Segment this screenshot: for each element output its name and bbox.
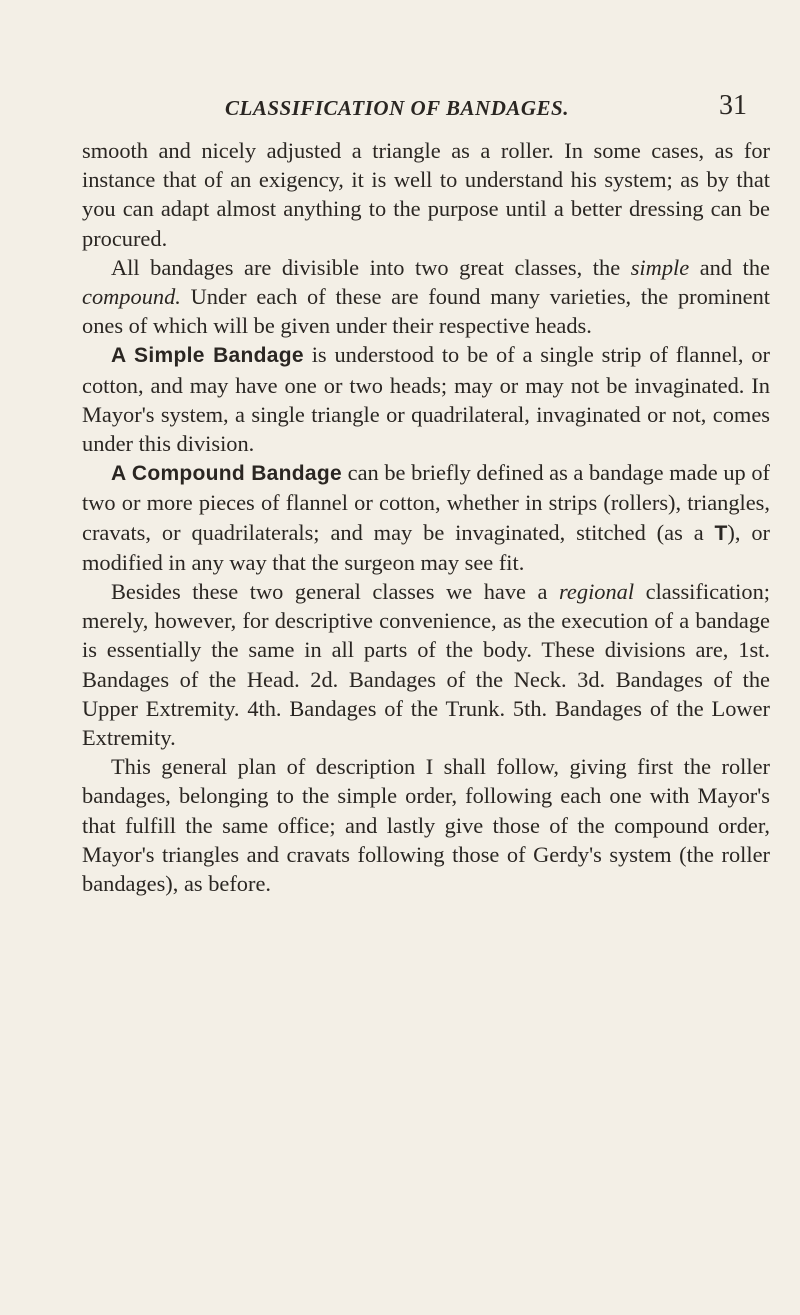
emphasis-regional: regional xyxy=(559,579,635,605)
paragraph-text: can be briefly defined as a bandage made up of two or more pieces of flannel or cotton, whether in strips (rollers), triangles, cravats, or quadrilaterals; and may be invaginated, stitched (as a xyxy=(82,460,770,545)
paragraph-compound-bandage xyxy=(82,458,770,577)
paragraph-text: Besides these two general classes we have a xyxy=(111,579,560,605)
paragraph-text: ), or modified in any way that the surgeon may see fit. xyxy=(82,519,770,575)
page-number: 31 xyxy=(719,90,747,121)
paragraph-text: and the xyxy=(689,254,770,280)
paragraph-text: Under each of these are found many varieties, the prominent ones of which will be given under their respective heads. xyxy=(82,284,770,339)
paragraph-general-plan xyxy=(82,752,770,898)
paragraph-text: All bandages are divisible into two great classes, the xyxy=(111,254,631,280)
emphasis-compound: compound. xyxy=(82,284,181,310)
paragraph-simple-bandage xyxy=(82,340,770,458)
emphasis-simple: simple xyxy=(630,254,690,280)
term-compound-bandage: A Compound Bandage xyxy=(111,462,342,486)
t-bandage-symbol: T xyxy=(714,521,728,545)
paragraph-regional-classification xyxy=(82,577,770,752)
paragraph-text: This general plan of description I shall follow, giving first the roller bandages, belonging to the simple order, following each one with Mayor's that fulfill the same office; and lastly give those of the compound order, Mayor's triangles and cravats following those of Gerdy's system (the roller bandages), as before. xyxy=(82,754,770,897)
paragraph-classes xyxy=(82,253,770,341)
term-simple-bandage: A Simple Bandage xyxy=(111,344,304,368)
running-head-title: CLASSIFICATION OF BANDAGES. xyxy=(225,96,569,120)
paragraph-text: classification; merely, however, for descriptive convenience, as the execution of a bandage is essentially the same in all parts of the body. These divisions are, 1st. Bandages of the Head. 2d. Bandages of the Neck. 3d. Bandages of the Upper Extremity. 4th. Bandages of the Trunk. 5th. Bandages of the Lower Extremity. xyxy=(82,579,770,751)
paragraph-continuation xyxy=(82,136,770,253)
body-text xyxy=(82,136,770,898)
paragraph-text: is understood to be of a single strip of flannel, or cotton, and may have one or two heads; may or may not be invaginated. In Mayor's system, a single triangle or quadrilateral, invaginated or not, comes under this division. xyxy=(82,342,770,457)
paragraph-text: smooth and nicely adjusted a triangle as a roller. In some cases, as for instance that of an exigency, it is well to understand his system; as by that you can adapt almost anything to the purpose until a better dressing can be procured. xyxy=(82,138,770,251)
